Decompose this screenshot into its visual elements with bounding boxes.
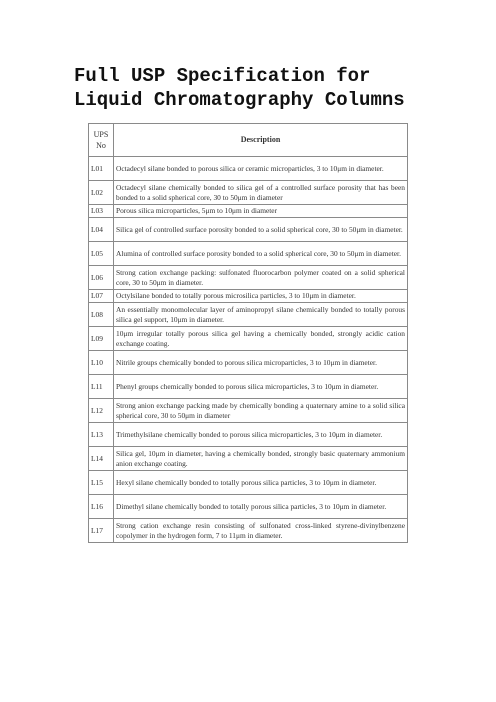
- usp-code-cell: L05: [89, 242, 114, 266]
- usp-code-cell: L09: [89, 327, 114, 351]
- description-cell: Porous silica microparticles, 5μm to 10μm in diameter: [114, 205, 408, 218]
- page-title: Full USP Specification for Liquid Chromatography Columns: [74, 65, 405, 111]
- description-cell: Alumina of controlled surface porosity bonded to a solid spherical core, 30 to 50μm in diameter.: [114, 242, 408, 266]
- usp-code-cell: L10: [89, 351, 114, 375]
- table-row: [89, 447, 408, 471]
- table-body: [89, 157, 408, 543]
- header-description: Description: [114, 124, 408, 157]
- usp-code-cell: L06: [89, 266, 114, 290]
- table-row: [89, 266, 408, 290]
- description-cell: Strong anion exchange packing made by chemically bonding a quaternary amine to a solid silica spherical core, 30 to 50μm in diameter: [114, 399, 408, 423]
- usp-code-cell: L17: [89, 519, 114, 543]
- table-row: [89, 495, 408, 519]
- table-row: [89, 327, 408, 351]
- usp-code-cell: L08: [89, 303, 114, 327]
- description-cell: Hexyl silane chemically bonded to totally porous silica particles, 3 to 10μm in diameter.: [114, 471, 408, 495]
- table-row: [89, 471, 408, 495]
- description-cell: An essentially monomolecular layer of aminopropyl silane chemically bonded to totally porous silica gel support, 10μm in diameter.: [114, 303, 408, 327]
- table-row: [89, 290, 408, 303]
- usp-code-cell: L16: [89, 495, 114, 519]
- usp-code-cell: L02: [89, 181, 114, 205]
- table-row: [89, 519, 408, 543]
- description-cell: Trimethylsilane chemically bonded to porous silica microparticles, 3 to 10μm in diameter.: [114, 423, 408, 447]
- usp-code-cell: L15: [89, 471, 114, 495]
- description-cell: Silica gel of controlled surface porosity bonded to a solid spherical core, 30 to 50μm in diameter.: [114, 218, 408, 242]
- usp-code-cell: L07: [89, 290, 114, 303]
- table-row: [89, 423, 408, 447]
- table-row: [89, 399, 408, 423]
- description-cell: Silica gel, 10μm in diameter, having a chemically bonded, strongly basic quaternary ammonium anion exchange coating.: [114, 447, 408, 471]
- table-header-row: [89, 124, 408, 157]
- table-row: [89, 375, 408, 399]
- usp-code-cell: L04: [89, 218, 114, 242]
- description-cell: 10μm irregular totally porous silica gel having a chemically bonded, strongly acidic cation exchange coating.: [114, 327, 408, 351]
- table-row: [89, 157, 408, 181]
- description-cell: Octadecyl silane bonded to porous silica or ceramic microparticles, 3 to 10μm in diameter.: [114, 157, 408, 181]
- description-cell: Strong cation exchange resin consisting of sulfonated cross-linked styrene-divinylbenzene copolymer in the hydrogen form, 7 to 11μm in diameter.: [114, 519, 408, 543]
- usp-code-cell: L01: [89, 157, 114, 181]
- description-cell: Octadecyl silane chemically bonded to silica gel of a controlled surface porosity that has been bonded to a solid spherical core, 30 to 50μm in diameter: [114, 181, 408, 205]
- description-cell: Strong cation exchange packing: sulfonated fluorocarbon polymer coated on a solid spherical core, 30 to 50μm in diameter.: [114, 266, 408, 290]
- usp-code-cell: L12: [89, 399, 114, 423]
- usp-code-cell: L14: [89, 447, 114, 471]
- table-row: [89, 242, 408, 266]
- header-ups-no: UPS No: [89, 124, 114, 157]
- table-row: [89, 218, 408, 242]
- usp-code-cell: L11: [89, 375, 114, 399]
- description-cell: Dimethyl silane chemically bonded to totally porous silica particles, 3 to 10μm in diameter.: [114, 495, 408, 519]
- table-row: [89, 205, 408, 218]
- usp-code-cell: L13: [89, 423, 114, 447]
- description-cell: Nitrile groups chemically bonded to porous silica microparticles, 3 to 10μm in diameter.: [114, 351, 408, 375]
- table-row: [89, 181, 408, 205]
- description-cell: Phenyl groups chemically bonded to porous silica microparticles, 3 to 10μm in diameter.: [114, 375, 408, 399]
- description-cell: Octylsilane bonded to totally porous microsilica particles, 3 to 10μm in diameter.: [114, 290, 408, 303]
- usp-code-cell: L03: [89, 205, 114, 218]
- table-row: [89, 351, 408, 375]
- table-row: [89, 303, 408, 327]
- usp-column-table: [88, 123, 408, 543]
